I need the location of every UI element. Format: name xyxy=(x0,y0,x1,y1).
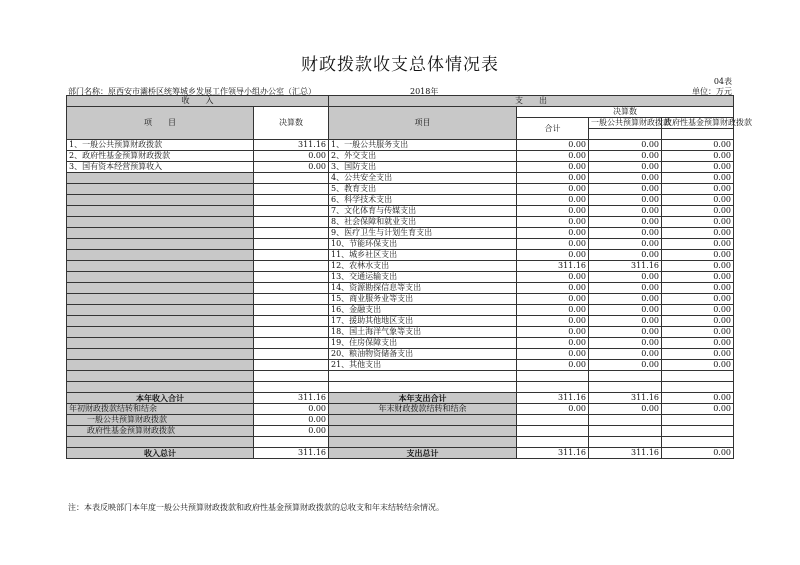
expense-total-cell: 0.00 xyxy=(517,327,589,338)
income-header: 收 入 xyxy=(67,96,329,107)
table-row xyxy=(67,206,734,217)
empty-cell xyxy=(329,415,517,426)
expense-fund-cell: 0.00 xyxy=(662,360,734,371)
income-amount-cell xyxy=(254,261,329,272)
expense-total-cell: 0.00 xyxy=(517,294,589,305)
empty-cell xyxy=(329,371,517,382)
income-amount-header: 决算数 xyxy=(254,107,329,140)
income-total-amount: 311.16 xyxy=(254,393,329,404)
expense-total-cell: 0.00 xyxy=(517,272,589,283)
table-row xyxy=(67,173,734,184)
expense-general-cell: 0.00 xyxy=(589,206,662,217)
expense-fund-cell: 0.00 xyxy=(662,305,734,316)
expense-grand-total: 311.16 xyxy=(517,448,589,459)
fund-carry-label: 政府性基金预算财政拨款 xyxy=(67,426,254,437)
expense-general-cell: 0.00 xyxy=(589,316,662,327)
income-item-cell xyxy=(67,327,254,338)
income-grand-label: 收入总计 xyxy=(67,448,254,459)
expense-total-cell: 0.00 xyxy=(517,228,589,239)
expense-fund-cell: 0.00 xyxy=(662,184,734,195)
income-item-cell xyxy=(67,250,254,261)
expense-total-cell: 0.00 xyxy=(517,162,589,173)
expense-item-cell: 21、其他支出 xyxy=(329,360,517,371)
income-amount-cell xyxy=(254,305,329,316)
income-item-cell xyxy=(67,195,254,206)
carry-row xyxy=(67,426,734,437)
table-row xyxy=(67,294,734,305)
end-carry-total: 0.00 xyxy=(517,404,589,415)
carry-row xyxy=(67,415,734,426)
table-row xyxy=(67,250,734,261)
expense-general-cell: 0.00 xyxy=(589,140,662,151)
expense-item-cell: 7、文化体育与传媒支出 xyxy=(329,206,517,217)
empty-cell xyxy=(662,426,734,437)
expense-total-cell: 0.00 xyxy=(517,173,589,184)
begin-carry-label: 年初财政拨款结转和结余 xyxy=(67,404,254,415)
income-total-label: 本年收入合计 xyxy=(67,393,254,404)
expense-fund-cell: 0.00 xyxy=(662,349,734,360)
income-amount-cell: 311.16 xyxy=(254,140,329,151)
expense-item-cell: 12、农林水支出 xyxy=(329,261,517,272)
expense-item-cell: 20、粮油物资储备支出 xyxy=(329,349,517,360)
table-row xyxy=(67,316,734,327)
table-row xyxy=(67,305,734,316)
expense-item-cell: 16、金融支出 xyxy=(329,305,517,316)
income-amount-cell xyxy=(254,272,329,283)
form-code: 04表 xyxy=(713,77,732,86)
expense-item-cell: 3、国防支出 xyxy=(329,162,517,173)
income-item-cell xyxy=(67,338,254,349)
expense-total-cell: 0.00 xyxy=(517,206,589,217)
department-label: 部门名称：原西安市灞桥区统筹城乡发展工作领导小组办公室（汇总） xyxy=(68,87,316,96)
empty-cell xyxy=(67,382,254,393)
expense-fund-cell: 0.00 xyxy=(662,327,734,338)
expense-total-cell: 0.00 xyxy=(517,349,589,360)
expense-item-cell: 8、社会保障和就业支出 xyxy=(329,217,517,228)
end-carry-label: 年末财政拨款结转和结余 xyxy=(329,404,517,415)
page-title: 财政拨款收支总体情况表 xyxy=(301,55,499,75)
expense-general-cell: 0.00 xyxy=(589,360,662,371)
expense-total-amount: 311.16 xyxy=(517,393,589,404)
empty-cell xyxy=(589,415,662,426)
income-amount-cell xyxy=(254,217,329,228)
expense-total-cell: 0.00 xyxy=(517,360,589,371)
total-header: 合计 xyxy=(517,118,589,140)
income-amount-cell xyxy=(254,316,329,327)
expense-grand-label: 支出总计 xyxy=(329,448,517,459)
income-amount-cell xyxy=(254,283,329,294)
income-item-cell xyxy=(67,228,254,239)
income-item-cell xyxy=(67,283,254,294)
carry-row xyxy=(67,404,734,415)
table-row xyxy=(67,261,734,272)
expense-total-cell: 0.00 xyxy=(517,184,589,195)
income-amount-cell xyxy=(254,195,329,206)
expense-general-cell: 0.00 xyxy=(589,305,662,316)
expense-general-cell: 0.00 xyxy=(589,294,662,305)
expense-item-cell: 4、公共安全支出 xyxy=(329,173,517,184)
table-row xyxy=(67,283,734,294)
expense-fund-cell: 0.00 xyxy=(662,283,734,294)
empty-cell xyxy=(329,437,517,448)
table-row xyxy=(67,140,734,151)
income-item-cell xyxy=(67,184,254,195)
empty-cell xyxy=(662,415,734,426)
expense-total-cell: 0.00 xyxy=(517,338,589,349)
expense-total-cell: 0.00 xyxy=(517,305,589,316)
expense-fund-cell: 0.00 xyxy=(662,250,734,261)
expense-grand-fund: 0.00 xyxy=(662,448,734,459)
empty-cell xyxy=(662,437,734,448)
income-amount-cell xyxy=(254,250,329,261)
empty-cell xyxy=(254,371,329,382)
empty-cell xyxy=(517,371,589,382)
empty-cell xyxy=(517,426,589,437)
table-row xyxy=(67,217,734,228)
expense-general-cell: 0.00 xyxy=(589,151,662,162)
begin-carry-amount: 0.00 xyxy=(254,404,329,415)
empty-cell xyxy=(67,371,254,382)
fund-carry-amount: 0.00 xyxy=(254,426,329,437)
expense-total-cell: 0.00 xyxy=(517,283,589,294)
income-amount-cell xyxy=(254,338,329,349)
table-row xyxy=(67,151,734,162)
final-accounts-header: 决算数 xyxy=(517,107,734,118)
expense-item-cell: 1、一般公共服务支出 xyxy=(329,140,517,151)
income-item-cell: 2、政府性基金预算财政拨款 xyxy=(67,151,254,162)
empty-cell xyxy=(329,382,517,393)
income-item-cell xyxy=(67,173,254,184)
footnote: 注：本表反映部门本年度一般公共预算财政拨款和政府性基金预算财政拨款的总收支和年末结转结余情况。 xyxy=(68,503,444,512)
expense-item-cell: 9、医疗卫生与计划生育支出 xyxy=(329,228,517,239)
expense-fund-cell: 0.00 xyxy=(662,239,734,250)
income-item-cell xyxy=(67,294,254,305)
income-amount-cell xyxy=(254,294,329,305)
expense-fund-cell: 0.00 xyxy=(662,151,734,162)
expense-item-cell: 14、资源勘探信息等支出 xyxy=(329,283,517,294)
empty-cell xyxy=(662,371,734,382)
empty-row xyxy=(67,382,734,393)
general-carry-amount: 0.00 xyxy=(254,415,329,426)
empty-cell xyxy=(589,437,662,448)
end-carry-general: 0.00 xyxy=(589,404,662,415)
expense-item-cell: 10、节能环保支出 xyxy=(329,239,517,250)
expense-general-cell: 0.00 xyxy=(589,272,662,283)
unit-label: 单位：万元 xyxy=(692,87,732,96)
expense-fund-cell: 0.00 xyxy=(662,316,734,327)
year-label: 2018年 xyxy=(410,87,439,96)
fiscal-summary-table xyxy=(66,95,752,459)
expense-item-cell: 6、科学技术支出 xyxy=(329,195,517,206)
table-row xyxy=(67,327,734,338)
table-row xyxy=(67,228,734,239)
expense-fund-cell: 0.00 xyxy=(662,228,734,239)
expense-grand-general: 311.16 xyxy=(589,448,662,459)
expense-item-cell: 13、交通运输支出 xyxy=(329,272,517,283)
fund-budget-header-cont xyxy=(662,129,734,140)
grand-total-row xyxy=(67,448,734,459)
empty-cell xyxy=(517,437,589,448)
expense-general-cell: 0.00 xyxy=(589,162,662,173)
empty-cell xyxy=(329,426,517,437)
income-grand-amount: 311.16 xyxy=(254,448,329,459)
expense-general-cell: 0.00 xyxy=(589,338,662,349)
income-item-cell xyxy=(67,272,254,283)
income-item-cell: 3、国有资本经营预算收入 xyxy=(67,162,254,173)
empty-cell xyxy=(589,382,662,393)
empty-cell xyxy=(254,382,329,393)
expense-general-cell: 0.00 xyxy=(589,283,662,294)
expense-fund-cell: 0.00 xyxy=(662,140,734,151)
income-amount-cell xyxy=(254,327,329,338)
income-amount-cell xyxy=(254,184,329,195)
expense-fund-cell: 0.00 xyxy=(662,272,734,283)
income-amount-cell xyxy=(254,173,329,184)
expense-general-cell: 0.00 xyxy=(589,228,662,239)
expense-fund-cell: 0.00 xyxy=(662,217,734,228)
expense-general-cell: 0.00 xyxy=(589,195,662,206)
income-item-cell xyxy=(67,217,254,228)
expense-general-cell: 0.00 xyxy=(589,239,662,250)
general-carry-label: 一般公共预算财政拨款 xyxy=(67,415,254,426)
income-item-cell xyxy=(67,261,254,272)
income-amount-cell xyxy=(254,206,329,217)
table-row xyxy=(67,195,734,206)
empty-row xyxy=(67,437,734,448)
income-item-cell xyxy=(67,316,254,327)
expense-total-label: 本年支出合计 xyxy=(329,393,517,404)
empty-cell xyxy=(662,382,734,393)
table-row xyxy=(67,272,734,283)
expense-item-cell: 5、教育支出 xyxy=(329,184,517,195)
income-amount-cell xyxy=(254,349,329,360)
table-row xyxy=(67,349,734,360)
expense-fund-cell: 0.00 xyxy=(662,338,734,349)
table-row xyxy=(67,162,734,173)
empty-row xyxy=(67,371,734,382)
expense-general-cell: 311.16 xyxy=(589,261,662,272)
expense-fund-cell: 0.00 xyxy=(662,195,734,206)
expense-total-fund: 0.00 xyxy=(662,393,734,404)
expense-general-cell: 0.00 xyxy=(589,250,662,261)
table-row xyxy=(67,184,734,195)
table-row xyxy=(67,239,734,250)
empty-cell xyxy=(67,437,254,448)
end-carry-fund: 0.00 xyxy=(662,404,734,415)
empty-cell xyxy=(254,437,329,448)
expense-item-header: 项目 xyxy=(329,107,517,140)
income-item-cell xyxy=(67,360,254,371)
empty-cell xyxy=(517,382,589,393)
totals-row xyxy=(67,393,734,404)
table-row xyxy=(67,360,734,371)
general-budget-header-cont xyxy=(589,129,662,140)
table-row xyxy=(67,338,734,349)
expense-total-cell: 0.00 xyxy=(517,316,589,327)
expense-general-cell: 0.00 xyxy=(589,349,662,360)
expense-total-cell: 0.00 xyxy=(517,151,589,162)
expense-total-cell: 0.00 xyxy=(517,239,589,250)
empty-cell xyxy=(589,426,662,437)
expense-general-cell: 0.00 xyxy=(589,217,662,228)
expense-fund-cell: 0.00 xyxy=(662,162,734,173)
expense-item-cell: 18、国土海洋气象等支出 xyxy=(329,327,517,338)
income-amount-cell xyxy=(254,239,329,250)
expense-fund-cell: 0.00 xyxy=(662,173,734,184)
fund-budget-header: 政府性基金预算财政拨款 xyxy=(662,118,734,129)
expense-fund-cell: 0.00 xyxy=(662,206,734,217)
expense-general-cell: 0.00 xyxy=(589,173,662,184)
income-amount-cell xyxy=(254,228,329,239)
empty-cell xyxy=(517,415,589,426)
expense-item-cell: 11、城乡社区支出 xyxy=(329,250,517,261)
expense-fund-cell: 0.00 xyxy=(662,261,734,272)
expense-general-cell: 0.00 xyxy=(589,184,662,195)
expense-total-general: 311.16 xyxy=(589,393,662,404)
expense-general-cell: 0.00 xyxy=(589,327,662,338)
expense-total-cell: 311.16 xyxy=(517,261,589,272)
income-item-cell xyxy=(67,349,254,360)
income-item-cell xyxy=(67,305,254,316)
income-amount-cell: 0.00 xyxy=(254,162,329,173)
expense-total-cell: 0.00 xyxy=(517,250,589,261)
expense-item-cell: 2、外交支出 xyxy=(329,151,517,162)
expense-item-cell: 15、商业服务业等支出 xyxy=(329,294,517,305)
income-item-cell: 1、一般公共预算财政拨款 xyxy=(67,140,254,151)
expense-item-cell: 19、住房保障支出 xyxy=(329,338,517,349)
general-budget-header: 一般公共预算财政拨款 xyxy=(589,118,662,129)
income-item-cell xyxy=(67,206,254,217)
expense-total-cell: 0.00 xyxy=(517,195,589,206)
expense-item-cell: 17、援助其他地区支出 xyxy=(329,316,517,327)
expense-fund-cell: 0.00 xyxy=(662,294,734,305)
expense-total-cell: 0.00 xyxy=(517,140,589,151)
income-amount-cell: 0.00 xyxy=(254,151,329,162)
expense-header: 支 出 xyxy=(329,96,734,107)
income-item-cell xyxy=(67,239,254,250)
income-item-header: 项 目 xyxy=(67,107,254,140)
empty-cell xyxy=(589,371,662,382)
expense-total-cell: 0.00 xyxy=(517,217,589,228)
income-amount-cell xyxy=(254,360,329,371)
